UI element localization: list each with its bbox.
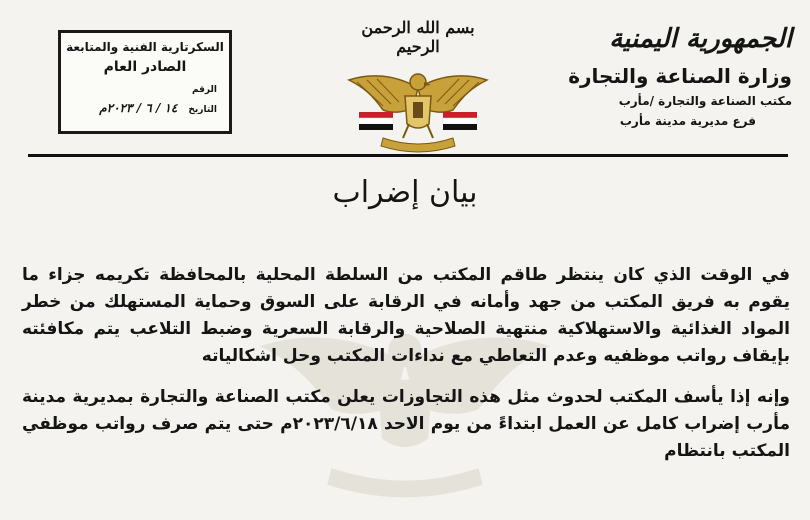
paragraph-1: في الوقت الذي كان ينتظر طاقم المكتب من السلطة المحلية بالمحافظة تكريمه جزاء ما يقوم به فريق المكتب من جهد وأمانه في الرقابة على السوق وحماية المستهلك من خطر المواد الغذائية والاستهلاكية منتهية الصلاحية والرقابة السعرية وضبط التلاعب يتم مكافئته بإيقاف رواتب موظفيه وعدم التعاطي مع نداءات المكتب وحل اشكالياته xyxy=(22,265,790,366)
emblem-block xyxy=(338,18,498,148)
stamp-number-label: الرقم xyxy=(191,85,217,95)
stamp-outgoing: الصادر العام xyxy=(103,59,187,75)
document-title: بيان إضراب xyxy=(332,175,478,210)
ministry-name: وزارة الصناعة والتجارة xyxy=(568,64,792,88)
basmala: بسم الله الرحمن الرحيم xyxy=(361,18,475,56)
paragraph-2: وإنه إذا يأسف المكتب لحدوث مثل هذه التجاوزات يعلن مكتب الصناعة والتجارة بمديرية مدينة مأرب إضراب كامل عن العمل ابتداءً من يوم الاحد ٢٠٢٣/٦/١٨م حتى يتم صرف رواتب موظفي المكتب بانتظام xyxy=(22,387,790,461)
yemen-eagle-emblem-icon xyxy=(343,58,493,158)
stamp-number-row xyxy=(61,81,229,95)
outgoing-stamp-box xyxy=(58,30,232,134)
statement-body xyxy=(22,262,790,479)
office-name: مكتب الصناعة والتجارة /مأرب xyxy=(618,94,792,108)
ministry-header xyxy=(532,24,792,128)
stamp-date-value: ١٤ / ٦ / ٢٠٢٣م xyxy=(99,101,178,115)
stamp-date-row xyxy=(61,101,229,115)
branch-name: فرع مديرية مدينة مأرب xyxy=(619,114,756,128)
header-divider xyxy=(28,154,788,157)
stamp-date-label: التاريخ xyxy=(188,105,217,115)
country-name: الجمهورية اليمنية xyxy=(609,24,792,54)
stamp-department: السكرتارية الفنية والمتابعة xyxy=(66,40,224,54)
